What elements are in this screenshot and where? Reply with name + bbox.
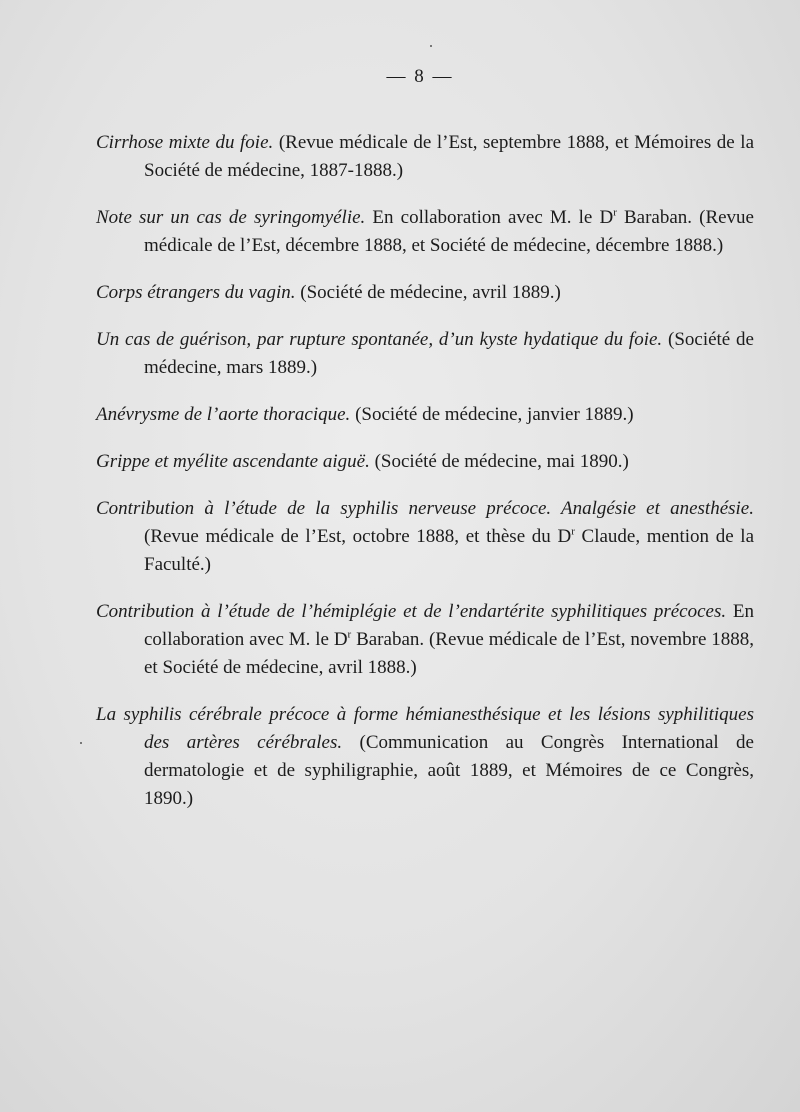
entry-superscript: r bbox=[571, 525, 575, 538]
entry-body-continued: Baraban. (Revue médicale de l’Est, novembre 1888, et Société de médecine, avril 1888.) bbox=[144, 629, 754, 678]
entry-title: Anévrysme de l’aorte thoracique. bbox=[96, 404, 351, 425]
bibliography-entry bbox=[96, 279, 754, 307]
entry-superscript: r bbox=[347, 628, 352, 641]
entry-body: (Société de médecine, avril 1889.) bbox=[295, 282, 561, 303]
entry-title: Un cas de guérison, par rupture spontanée, d’un kyste hydatique du foie. bbox=[96, 329, 663, 350]
entry-title: Note sur un cas de syringomyélie. bbox=[96, 207, 366, 228]
entry-title: Corps étrangers du vagin. bbox=[96, 282, 296, 303]
entry-title: La syphilis cérébrale précoce à forme hémianesthésique et les lésions syphilitiques des artères cérébrales. bbox=[96, 704, 754, 753]
entry-body: (Société de médecine, mai 1890.) bbox=[369, 451, 629, 472]
bibliography-list bbox=[96, 110, 754, 831]
entry-body: (Communication au Congrès International de dermatologie et de syphiligraphie, août 1889, et Mémoires de ce Congrès, 1890.) bbox=[144, 732, 754, 809]
bibliography-entry bbox=[96, 326, 754, 382]
bibliography-entry bbox=[96, 598, 754, 682]
entry-title: Cirrhose mixte du foie. bbox=[96, 132, 274, 153]
bibliography-entry bbox=[96, 701, 754, 813]
bibliography-entry bbox=[96, 129, 754, 185]
entry-superscript: r bbox=[613, 206, 617, 219]
entry-body: (Société de médecine, janvier 1889.) bbox=[350, 404, 634, 425]
entry-title: Contribution à l’étude de la syphilis nerveuse précoce. Analgésie et anesthésie. bbox=[96, 498, 754, 519]
entry-body: En collaboration avec M. le D bbox=[144, 601, 755, 650]
entry-body: (Revue médicale de l’Est, octobre 1888, et thèse du D bbox=[144, 526, 572, 547]
entry-body: (Société de médecine, mars 1889.) bbox=[144, 329, 754, 378]
bibliography-entry bbox=[96, 204, 754, 260]
bibliography-entry bbox=[96, 401, 754, 429]
entry-body-continued: Baraban. (Revue médicale de l’Est, décembre 1888, et Société de médecine, décembre 1888.) bbox=[144, 207, 754, 256]
paper-speck bbox=[430, 45, 432, 47]
bibliography-entry bbox=[96, 495, 754, 579]
entry-body: (Revue médicale de l’Est, septembre 1888, et Mémoires de la Société de médecine, 1887-1888.) bbox=[144, 132, 754, 181]
entry-body-continued: Claude, mention de la Faculté.) bbox=[144, 526, 755, 575]
paper-speck bbox=[80, 742, 82, 744]
entry-title: Grippe et myélite ascendante aiguë. bbox=[96, 451, 370, 472]
bibliography-entry bbox=[96, 448, 754, 476]
entry-body: En collaboration avec M. le D bbox=[365, 207, 614, 228]
page-number: — 8 — bbox=[386, 66, 454, 87]
entry-title: Contribution à l’étude de l’hémiplégie et de l’endartérite syphilitiques précoces. bbox=[96, 601, 727, 622]
